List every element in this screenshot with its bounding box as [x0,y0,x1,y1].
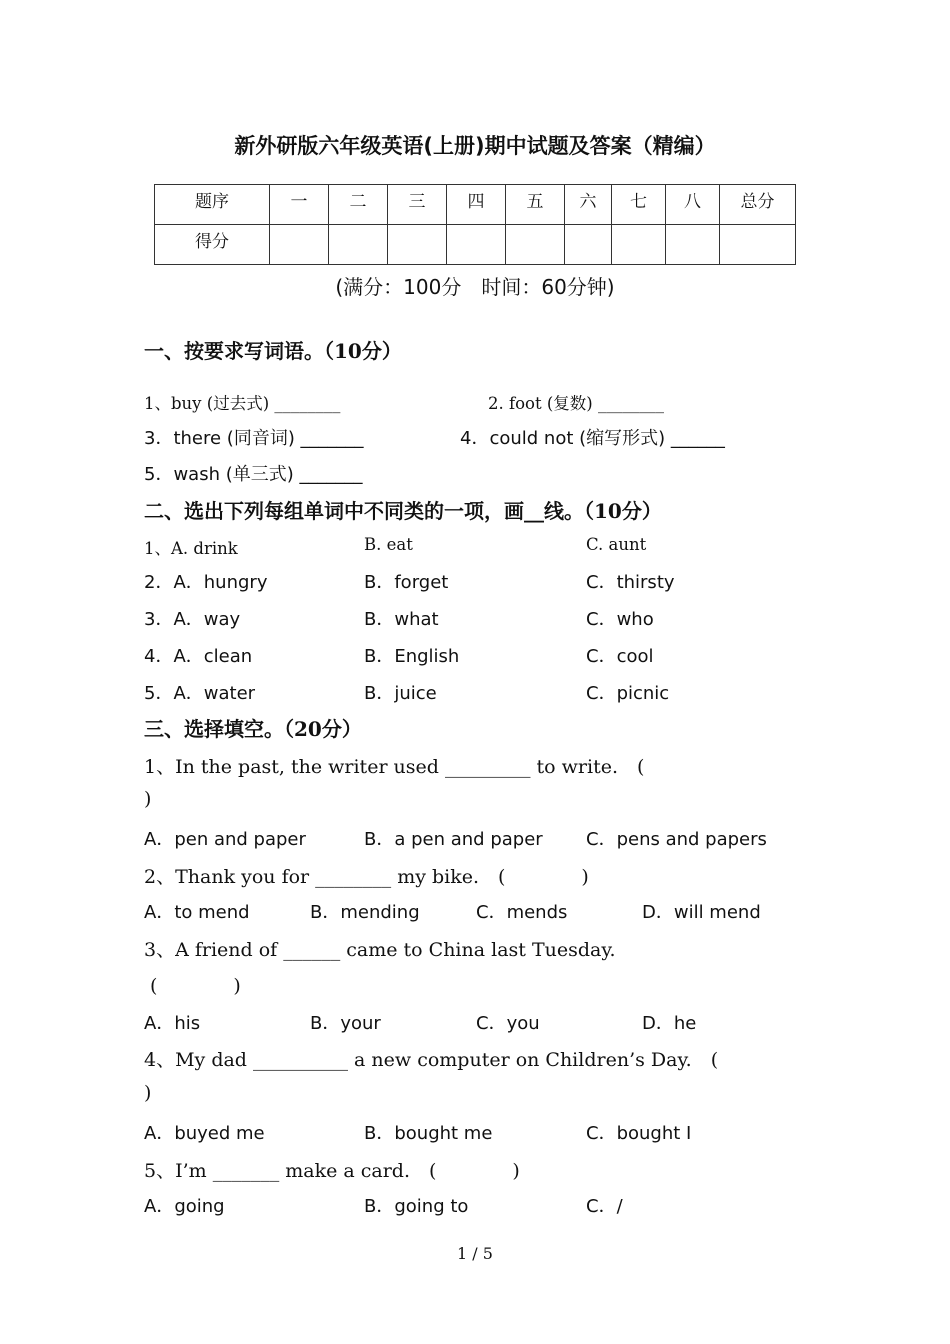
question-text: 5、I’m _______ make a card. ( ) [144,1160,520,1182]
option-b: B．your [310,1013,381,1034]
option-c: C．picnic [586,683,670,704]
section1-question: 4．could not (缩写形式) ______ [460,428,725,449]
option-c: C．who [586,609,654,630]
table-header-cell: 二 [329,185,388,225]
question-text: 4、My dad __________ a new computer on Children’s Day. ( [144,1049,719,1071]
question-text: ) [144,1082,152,1104]
option-c: C．/ [586,1196,623,1217]
option-b: B．English [364,646,460,667]
option-b: B. eat [364,535,413,554]
option-c: C．you [476,1013,540,1034]
page-number: 1 / 5 [457,1244,493,1263]
section1-heading: 一、按要求写词语。（10分） [144,339,402,363]
option-a: A．his [144,1013,201,1034]
option-d: D．will mend [642,902,761,923]
score-cell [506,225,565,265]
score-table [154,184,796,265]
option-a: 3．A．way [144,609,241,630]
option-a: 5．A．water [144,683,256,704]
score-cell [565,225,612,265]
score-cell [329,225,388,265]
table-header-cell: 七 [612,185,666,225]
option-a: 2．A．hungry [144,572,268,593]
section1-question: 1、buy (过去式) ________ [144,394,341,413]
option-b: B．a pen and paper [364,829,543,850]
option-a: A．to mend [144,902,250,923]
option-b: B．going to [364,1196,469,1217]
section1-question: 5．wash (单三式) _______ [144,464,363,485]
question-text: ) [144,788,152,810]
table-header-cell: 五 [506,185,565,225]
section2-heading: 二、选出下列每组单词中不同类的一项，画__线。（10分） [144,499,662,523]
option-a: A．pen and paper [144,829,306,850]
question-text: ( ) [150,975,241,997]
option-c: C. aunt [586,535,647,554]
score-cell [447,225,506,265]
option-b: B．juice [364,683,437,704]
table-header-cell: 一 [270,185,329,225]
question-text: 2、Thank you for ________ my bike. ( ) [144,866,589,888]
score-table-header-row [155,185,796,225]
option-c: C．mends [476,902,568,923]
table-header-cell: 总分 [720,185,796,225]
option-b: B．bought me [364,1123,493,1144]
question-text: 3、A friend of ______ came to China last Tuesday. [144,939,616,961]
option-c: C．cool [586,646,654,667]
table-row-label: 得分 [155,225,270,265]
option-b: B．forget [364,572,449,593]
option-a: A．buyed me [144,1123,265,1144]
option-d: D．he [642,1013,697,1034]
option-a: 4．A．clean [144,646,253,667]
option-a: 1、A. drink [144,539,238,558]
table-header-cell: 三 [388,185,447,225]
section1-question: 3．there (同音词) _______ [144,428,364,449]
table-header-cell: 四 [447,185,506,225]
option-c: C．bought I [586,1123,692,1144]
option-b: B．mending [310,902,420,923]
section3-heading: 三、选择填空。（20分） [144,717,362,741]
option-a: A．going [144,1196,225,1217]
score-cell [270,225,329,265]
option-b: B．what [364,609,439,630]
score-cell [612,225,666,265]
option-c: C．thirsty [586,572,675,593]
score-cell [720,225,796,265]
question-text: 1、In the past, the writer used _________ to write. ( [144,756,645,778]
full-mark-note: (满分：100分 时间：60分钟) [335,275,615,299]
score-table-score-row [155,225,796,265]
score-cell [388,225,447,265]
page-title: 新外研版六年级英语(上册)期中试题及答案（精编） [234,134,716,158]
section1-question: 2. foot (复数) ________ [488,394,664,413]
table-header-cell: 六 [565,185,612,225]
table-header-cell: 八 [666,185,720,225]
option-c: C．pens and papers [586,829,767,850]
score-cell [666,225,720,265]
table-header-cell: 题序 [155,185,270,225]
